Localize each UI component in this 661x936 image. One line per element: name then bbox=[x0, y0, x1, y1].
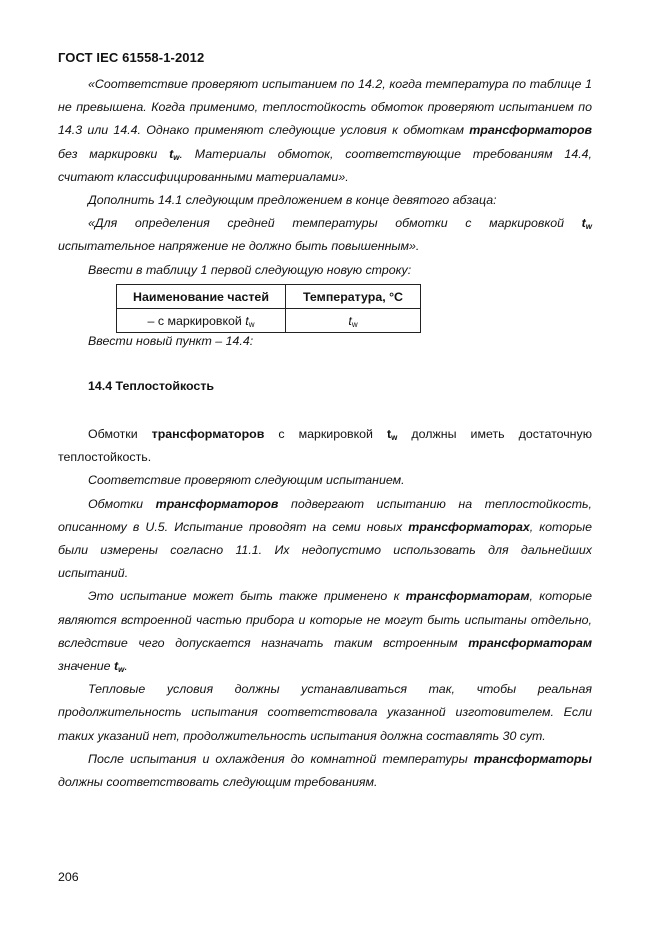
paragraph-compliance-14-1: «Соответствие проверяют испытанием по 14.2, когда температура по таблице 1 не превышена. Когда применимо, теплостойкость обмоток проверяют испытанием по 14.3 или 14.4. Однако применяют следующие условия к обмоткам трансформаторов без маркировки $t_w$. Материалы обмоток, соответствующие требованиям 14.4, считают классифицированными материалами». bbox=[58, 77, 592, 184]
paragraph-test-procedure: Обмотки трансформаторов подвергают испытанию на теплостойкость, описанному в U.5. Испытание проводят на семи новых трансформаторах, которые были измерены согласно 11.1. Их недопустимо использовать для дальнейших испытаний. bbox=[58, 496, 592, 581]
paragraph-builtin-transformers: Это испытание может быть также применено к трансформаторам, которые являются встроенной частью прибора и которые не могут быть испытаны отдельно, вследствие чего допускается назначать таким встроенным трансформаторам значение $t_w$. bbox=[58, 589, 592, 675]
table-header-parts: Наименование частей bbox=[117, 285, 286, 309]
page-number: 206 bbox=[58, 870, 79, 884]
paragraph-after-test: После испытания и охлаждения до комнатной температуры трансформаторы должны соответствовать следующим требованиям. bbox=[58, 751, 592, 790]
section-heading: 14.4 Теплостойкость bbox=[88, 379, 214, 393]
paragraph-heat-resistance: Обмотки трансформаторов с маркировкой $t_w$ должны иметь достаточную теплостойкость. bbox=[58, 427, 593, 465]
temperature-table bbox=[116, 284, 421, 333]
table-header-temperature: Температура, °C bbox=[286, 285, 421, 309]
table-cell-part: – с маркировкой $t_w$ bbox=[117, 309, 286, 333]
section-14-4-body bbox=[58, 423, 592, 794]
table-row bbox=[117, 309, 421, 333]
paragraph-instruction-add: Дополнить 14.1 следующим предложением в конце девятого абзаца: bbox=[88, 193, 497, 208]
paragraph-thermal-conditions: Тепловые условия должны устанавливаться так, чтобы реальная продолжительность испытания соответствовала указанной изготовителем. Если таких указаний нет, продолжительность испытания должна составлять 30 сут. bbox=[58, 682, 592, 743]
table-header-row bbox=[117, 285, 421, 309]
document-header: ГОСТ IEC 61558-1-2012 bbox=[58, 50, 205, 65]
instruction-new-clause: Ввести новый пункт – 14.4: bbox=[88, 334, 254, 348]
paragraph-average-temperature: «Для определения средней температуры обмотки с маркировкой $t_w$ испытательное напряжение не должно быть повышенным». bbox=[58, 216, 592, 254]
paragraph-compliance-check: Соответствие проверяют следующим испытанием. bbox=[88, 473, 405, 488]
amendment-block-1 bbox=[58, 73, 592, 282]
bold-term: трансформаторов bbox=[469, 123, 592, 138]
paragraph-instruction-table: Ввести в таблицу 1 первой следующую новую строку: bbox=[88, 262, 412, 277]
table-cell-temperature: $t_w$ bbox=[286, 309, 421, 333]
